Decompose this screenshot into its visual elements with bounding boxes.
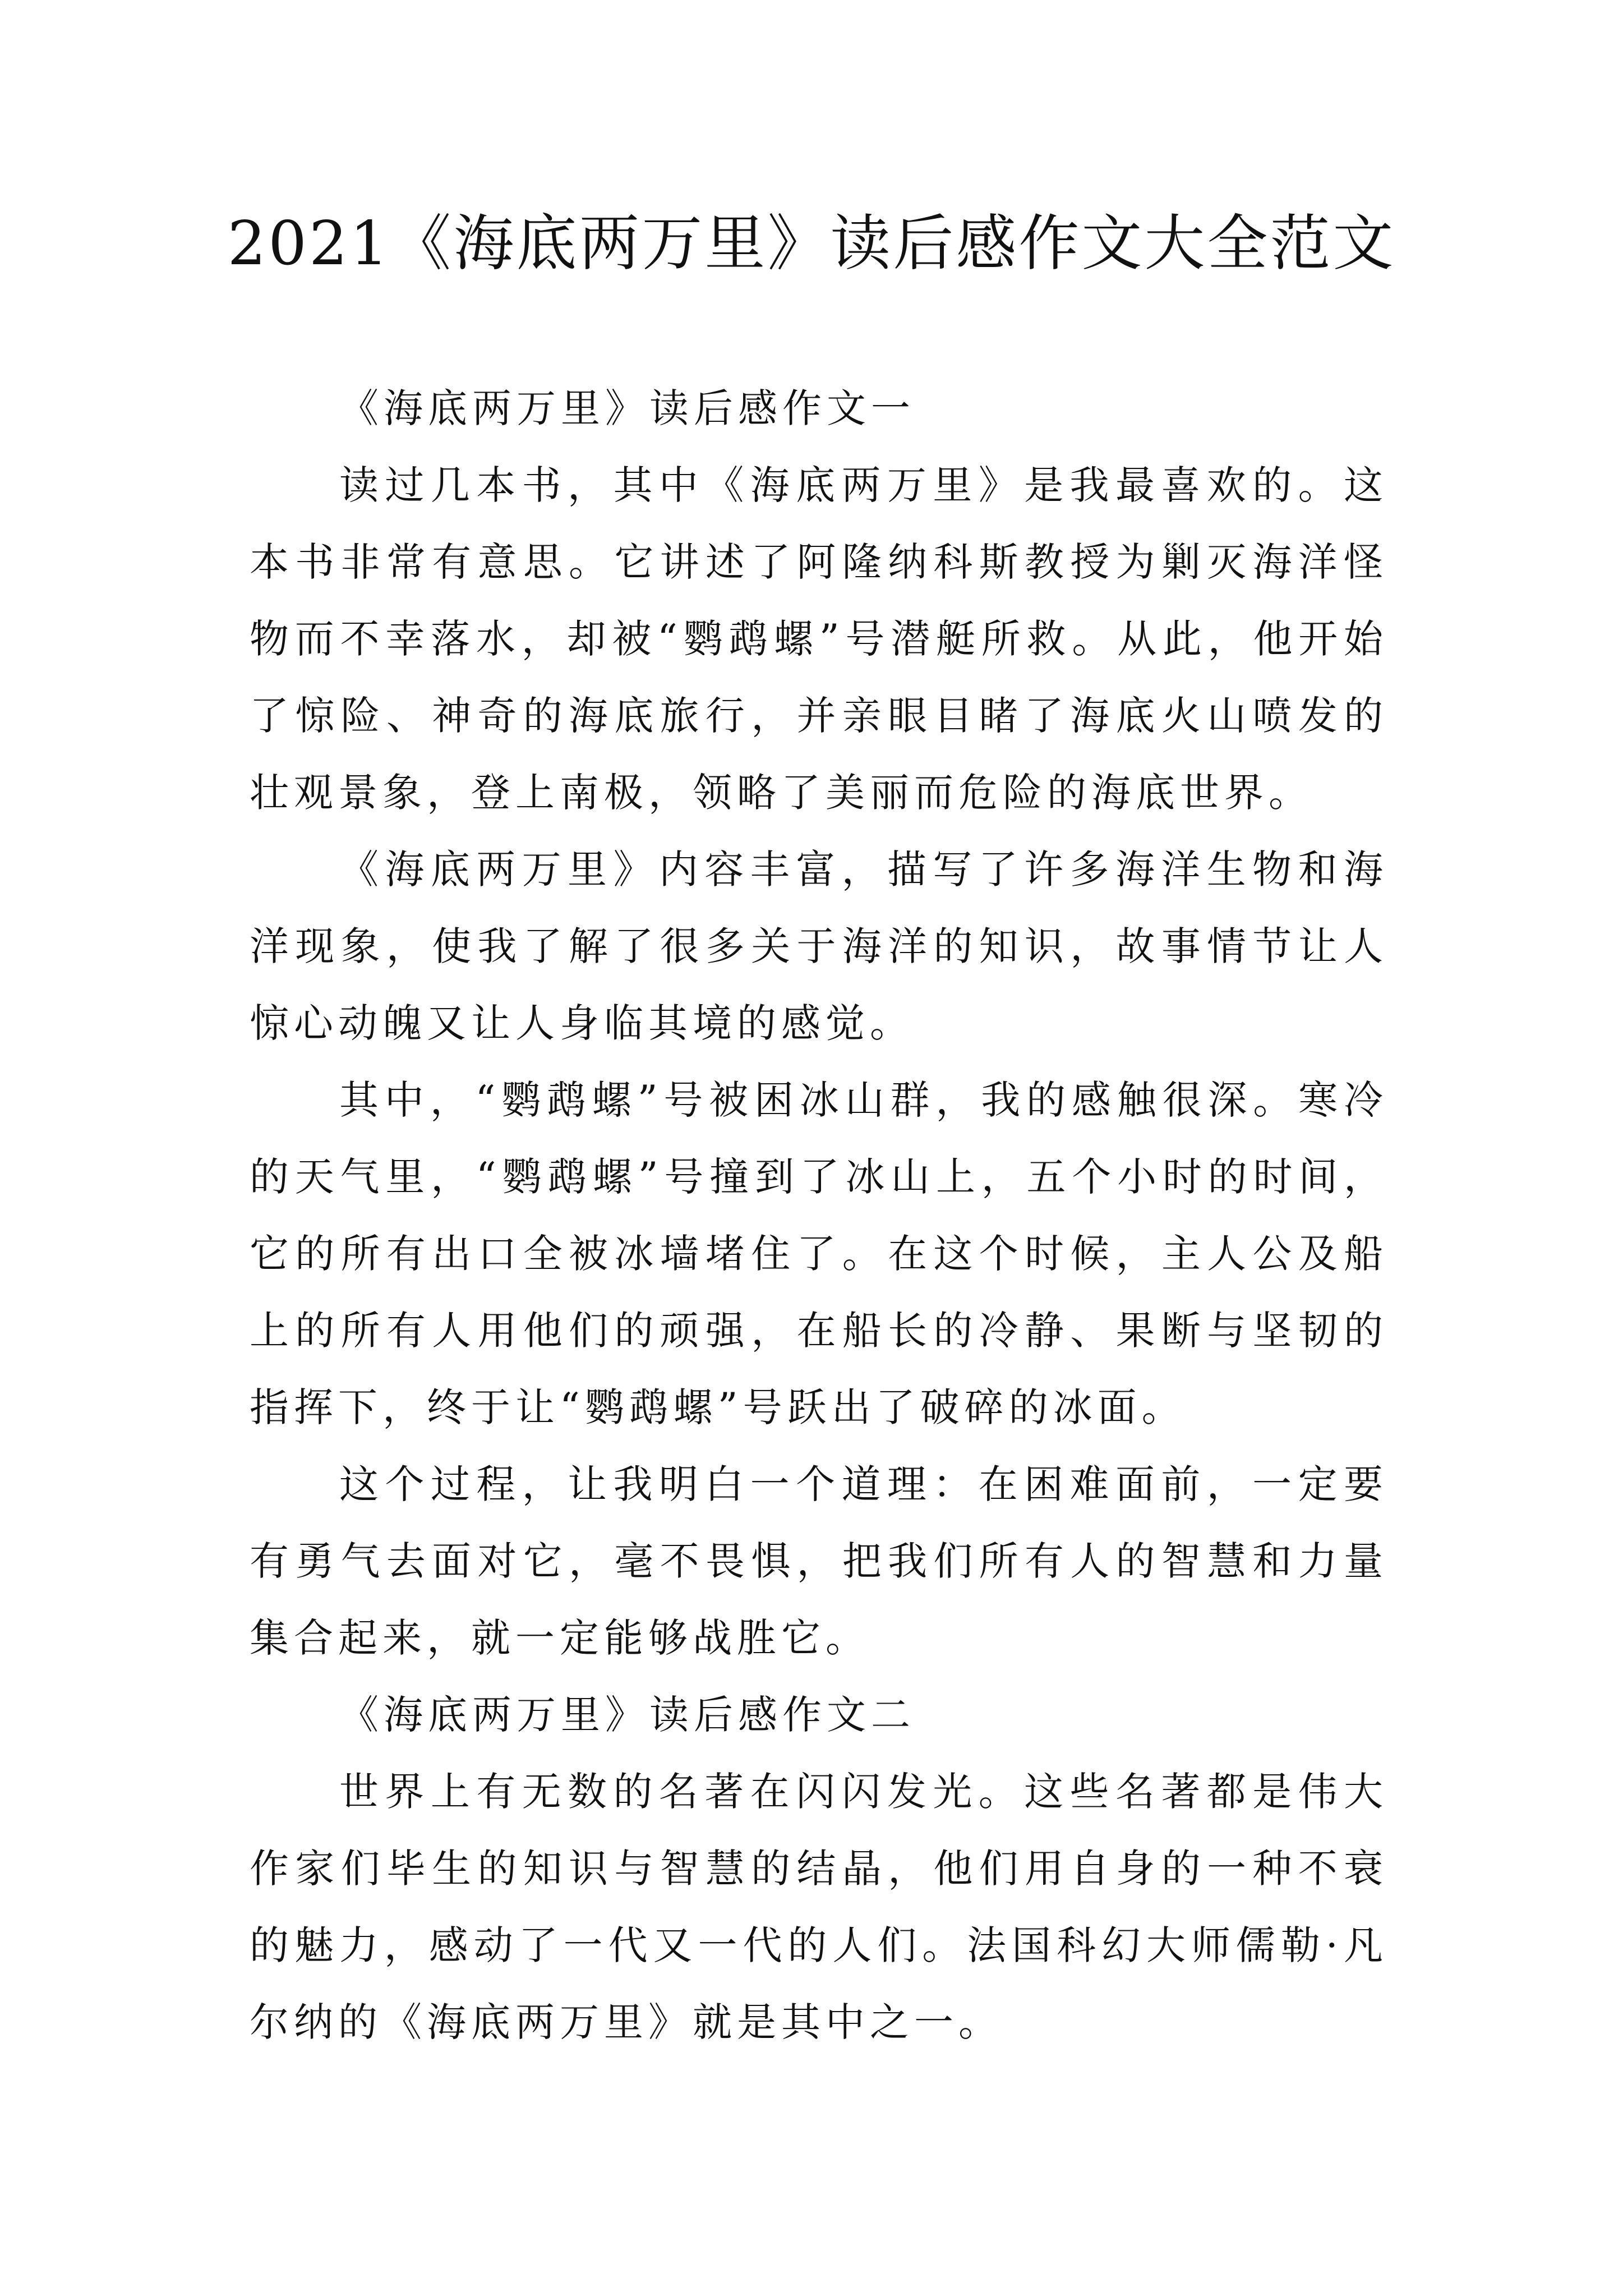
paragraph-5: 世界上有无数的名著在闪闪发光。这些名著都是伟大作家们毕生的知识与智慧的结晶，他们用自身的一种不衰的魅力，感动了一代又一代的人们。法国科幻大师儒勒·凡尔纳的《海底两万里》就是其中之一。: [250, 1769, 1388, 2045]
paragraph-3: 其中，“鹦鹉螺”号被困冰山群，我的感触很深。寒冷的天气里，“鹦鹉螺”号撞到了冰山上，五个小时的时间，它的所有出口全被冰墙堵住了。在这个时候，主人公及船上的所有人用他们的顽强，在船长的冷静、果断与坚韧的指挥下，终于让“鹦鹉螺”号跃出了破碎的冰面。: [250, 1077, 1388, 1430]
section-heading-1: 《海底两万里》读后感作文一: [339, 385, 915, 431]
paragraph-1: 读过几本书，其中《海底两万里》是我最喜欢的。这本书非常有意思。它讲述了阿隆纳科斯教授为剿灭海洋怪物而不幸落水，却被“鹦鹉螺”号潜艇所救。从此，他开始了惊险、神奇的海底旅行，并亲眼目睹了海底火山喷发的壮观景象，登上南极，领略了美丽而危险的海底世界。: [250, 462, 1388, 816]
document-title: 2021《海底两万里》读后感作文大全范文: [227, 209, 1396, 279]
paragraph-4: 这个过程，让我明白一个道理：在困难面前，一定要有勇气去面对它，毫不畏惧，把我们所有人的智慧和力量集合起来，就一定能够战胜它。: [250, 1461, 1388, 1661]
section-heading-2: 《海底两万里》读后感作文二: [339, 1692, 915, 1738]
paragraph-2: 《海底两万里》内容丰富，描写了许多海洋生物和海洋现象，使我了解了很多关于海洋的知识，故事情节让人惊心动魄又让人身临其境的感觉。: [250, 846, 1388, 1046]
document-body: [250, 370, 1388, 2061]
